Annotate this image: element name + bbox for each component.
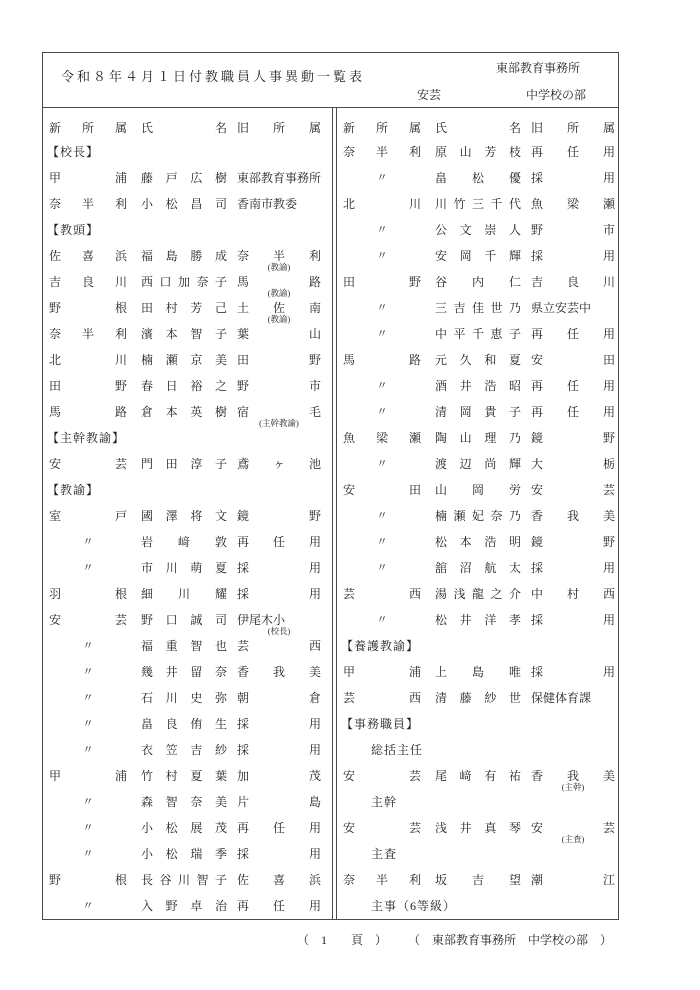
old-assignment xyxy=(237,405,321,428)
old-assignment-text: 宿毛 xyxy=(237,405,321,419)
old-assignment-text: 葉山 xyxy=(237,327,321,341)
position-label-row xyxy=(337,738,618,764)
ditto-mark: 〃 xyxy=(82,640,94,652)
old-assignment xyxy=(237,691,321,705)
ditto-mark: 〃 xyxy=(376,380,388,392)
section-heading-row xyxy=(43,218,332,244)
old-assignment-note: (教諭) xyxy=(267,314,291,324)
table-row xyxy=(43,270,332,296)
person-name: 楠瀬妃奈乃 xyxy=(435,509,521,523)
old-assignment-text: 土佐南 xyxy=(237,301,321,315)
old-assignment-text: 馬路 xyxy=(237,275,321,289)
left-rows-container xyxy=(43,140,332,920)
table-row xyxy=(337,270,618,296)
person-name: 田村芳己 xyxy=(141,301,227,315)
new-assignment: 芸西 xyxy=(343,587,421,601)
old-assignment-text: 再任用 xyxy=(531,327,615,341)
new-assignment: 野根 xyxy=(49,873,127,887)
section-heading-row xyxy=(337,712,618,738)
old-assignment xyxy=(237,509,321,523)
person-name: 福島勝成 xyxy=(141,249,227,263)
position-label: 主事（6等級） xyxy=(371,899,457,913)
table-row xyxy=(43,582,332,608)
old-assignment xyxy=(531,509,615,523)
footer-page-number: （ 1 頁 ） xyxy=(297,933,388,947)
person-name: 公文崇人 xyxy=(435,223,521,237)
table-row xyxy=(337,322,618,348)
table-row xyxy=(43,322,332,348)
old-assignment-note: (教諭) xyxy=(267,288,291,298)
old-assignment-text: 奈半利 xyxy=(237,249,321,263)
table-row xyxy=(43,608,332,634)
table-row xyxy=(43,764,332,790)
ditto-mark: 〃 xyxy=(376,172,388,184)
ditto-mark: 〃 xyxy=(82,666,94,678)
old-assignment-text: 潮江 xyxy=(531,873,615,887)
table-row xyxy=(43,556,332,582)
old-assignment-text: 採用 xyxy=(237,847,321,861)
header-person-name: 氏名 xyxy=(435,120,521,135)
table-row xyxy=(43,634,332,660)
ditto-mark: 〃 xyxy=(82,744,94,756)
person-name: 濱本智子 xyxy=(141,327,227,341)
old-assignment xyxy=(237,457,321,471)
person-name: 舘沼航太 xyxy=(435,561,521,575)
person-name: 川竹三千代 xyxy=(435,197,521,211)
old-assignment xyxy=(531,353,615,367)
new-assignment: 北川 xyxy=(49,353,127,367)
old-assignment xyxy=(531,561,615,575)
table-row xyxy=(43,738,332,764)
ditto-mark: 〃 xyxy=(376,562,388,574)
person-name: 松井洋孝 xyxy=(435,613,521,627)
old-assignment xyxy=(237,717,321,731)
old-assignment xyxy=(237,613,321,636)
new-assignment: 佐喜浜 xyxy=(49,249,127,263)
table-row xyxy=(337,504,618,530)
section-heading-row xyxy=(43,426,332,452)
ditto-mark: 〃 xyxy=(82,900,94,912)
old-assignment xyxy=(531,873,615,887)
position-label-row xyxy=(337,790,618,816)
person-name: 山岡労 xyxy=(435,483,521,497)
old-assignment-text: 魚梁瀬 xyxy=(531,197,615,211)
position-label: 主査 xyxy=(371,847,398,861)
new-assignment: 羽根 xyxy=(49,587,127,601)
person-name: 上島唯 xyxy=(435,665,521,679)
person-name: 坂吉望 xyxy=(435,873,521,887)
table-row xyxy=(337,166,618,192)
table-row xyxy=(337,426,618,452)
person-name: 小松瑞季 xyxy=(141,847,227,861)
new-assignment: 北川 xyxy=(343,197,421,211)
person-name: 原山芳枝 xyxy=(435,145,521,159)
ditto-mark: 〃 xyxy=(82,692,94,704)
new-assignment: 田野 xyxy=(343,275,421,289)
ditto-mark: 〃 xyxy=(376,458,388,470)
table-row xyxy=(43,400,332,426)
old-assignment-text: 保健体育課 xyxy=(531,691,592,705)
old-assignment-text: 採用 xyxy=(237,561,321,575)
old-assignment xyxy=(237,561,321,575)
new-assignment: 甲浦 xyxy=(343,665,421,679)
person-name: 湯浅龍之介 xyxy=(435,587,521,601)
table-row xyxy=(43,868,332,894)
ditto-mark: 〃 xyxy=(376,536,388,548)
header-new-assignment: 新所属 xyxy=(49,120,127,135)
old-assignment xyxy=(237,535,321,549)
column-header-row xyxy=(337,114,618,140)
header-old-assignment: 旧所属 xyxy=(531,120,615,135)
footer-office-label: （ 東部教育事務所 中学校の部 ） xyxy=(408,933,613,947)
table-row xyxy=(337,244,618,270)
old-assignment xyxy=(531,171,615,185)
old-assignment-text: 片島 xyxy=(237,795,321,809)
old-assignment-text: 再任用 xyxy=(237,535,321,549)
person-name: 長谷川智子 xyxy=(141,873,227,887)
old-assignment xyxy=(237,639,321,653)
old-assignment xyxy=(237,197,321,211)
table-row xyxy=(43,348,332,374)
person-name: 酒井浩昭 xyxy=(435,379,521,393)
table-row xyxy=(43,816,332,842)
person-name: 西口加奈子 xyxy=(141,275,227,289)
person-name: 渡辺尚輝 xyxy=(435,457,521,471)
new-assignment: 奈半利 xyxy=(49,327,127,341)
new-assignment: 馬路 xyxy=(49,405,127,419)
old-assignment-text: 安芸 xyxy=(531,821,615,835)
table-row xyxy=(43,712,332,738)
table-row xyxy=(43,894,332,920)
ditto-mark: 〃 xyxy=(82,562,94,574)
old-assignment xyxy=(531,301,615,315)
section-heading-row xyxy=(43,478,332,504)
section-heading: 【養護教諭】 xyxy=(341,639,420,653)
old-assignment xyxy=(531,457,615,471)
old-assignment-text: 安田 xyxy=(531,353,615,367)
old-assignment xyxy=(237,795,321,809)
table-row xyxy=(43,660,332,686)
table-row xyxy=(337,192,618,218)
header-old-assignment: 旧所属 xyxy=(237,120,321,135)
left-column xyxy=(43,108,333,920)
table-row xyxy=(337,582,618,608)
office-name: 東部教育事務所 xyxy=(496,61,581,75)
old-assignment xyxy=(237,379,321,393)
old-assignment xyxy=(237,743,321,757)
old-assignment-text: 採用 xyxy=(531,171,615,185)
old-assignment xyxy=(531,405,615,419)
old-assignment-note: (主幹教諭) xyxy=(259,418,299,428)
right-rows-container xyxy=(337,140,618,920)
person-name: 福重智也 xyxy=(141,639,227,653)
old-assignment-text: 佐喜浜 xyxy=(237,873,321,887)
old-assignment xyxy=(531,587,615,601)
old-assignment-text: 加茂 xyxy=(237,769,321,783)
old-assignment xyxy=(531,483,615,497)
old-assignment-note: (主査) xyxy=(561,834,585,844)
ditto-mark: 〃 xyxy=(376,510,388,522)
table-row xyxy=(337,608,618,634)
old-assignment-text: 野市 xyxy=(531,223,615,237)
document-title: 令和８年４月１日付教職員人事異動一覧表 xyxy=(61,69,366,84)
old-assignment-text: 田野 xyxy=(237,353,321,367)
old-assignment-text: 再任用 xyxy=(237,899,321,913)
person-name: 谷内仁 xyxy=(435,275,521,289)
table-row xyxy=(43,530,332,556)
document-frame xyxy=(42,52,619,920)
section-heading: 【主幹教諭】 xyxy=(47,431,126,445)
new-assignment: 甲浦 xyxy=(49,769,127,783)
old-assignment-text: 香我美 xyxy=(531,769,615,783)
person-name: 國澤将文 xyxy=(141,509,227,523)
table-row xyxy=(337,686,618,712)
section-heading: 【教諭】 xyxy=(47,483,100,497)
table-row xyxy=(337,556,618,582)
old-assignment xyxy=(531,821,615,844)
old-assignment xyxy=(237,769,321,783)
table-row xyxy=(43,192,332,218)
new-assignment: 奈半利 xyxy=(49,197,127,211)
ditto-mark: 〃 xyxy=(376,406,388,418)
table-row xyxy=(337,140,618,166)
person-name: 岩﨑敦 xyxy=(141,535,227,549)
old-assignment xyxy=(237,275,321,298)
person-name: 衣笠吉紗 xyxy=(141,743,227,757)
old-assignment xyxy=(531,145,615,159)
person-name: 元久和夏 xyxy=(435,353,521,367)
old-assignment-text: 吉良川 xyxy=(531,275,615,289)
table-row xyxy=(43,244,332,270)
old-assignment xyxy=(237,301,321,324)
section-heading-row xyxy=(43,140,332,166)
old-assignment-text: 再任用 xyxy=(531,405,615,419)
old-assignment-note: (教諭) xyxy=(267,262,291,272)
ditto-mark: 〃 xyxy=(376,614,388,626)
new-assignment: 甲浦 xyxy=(49,171,127,185)
person-name: 小松昌司 xyxy=(141,197,227,211)
section-heading: 【教頭】 xyxy=(47,223,100,237)
new-assignment: 奈半利 xyxy=(343,873,421,887)
table-row xyxy=(43,452,332,478)
person-name: 清藤紗世 xyxy=(435,691,521,705)
old-assignment-text: 県立安芸中 xyxy=(531,301,592,315)
right-column xyxy=(336,108,618,920)
person-name: 松本浩明 xyxy=(435,535,521,549)
person-name: 中平千恵子 xyxy=(435,327,521,341)
ditto-mark: 〃 xyxy=(376,224,388,236)
person-name: 倉本英樹 xyxy=(141,405,227,419)
table-row xyxy=(43,842,332,868)
table-row xyxy=(337,296,618,322)
old-assignment xyxy=(237,899,321,913)
old-assignment xyxy=(237,847,321,861)
new-assignment: 安芸 xyxy=(343,769,421,783)
person-name: 安岡千輝 xyxy=(435,249,521,263)
ditto-mark: 〃 xyxy=(376,250,388,262)
table-row xyxy=(337,530,618,556)
person-name: 細川耀 xyxy=(141,587,227,601)
person-name: 畠松優 xyxy=(435,171,521,185)
ditto-mark: 〃 xyxy=(82,718,94,730)
person-name: 市川萌夏 xyxy=(141,561,227,575)
new-assignment: 安芸 xyxy=(49,457,127,471)
old-assignment xyxy=(237,353,321,367)
position-label: 総括主任 xyxy=(371,743,424,757)
person-name: 楠瀬京美 xyxy=(141,353,227,367)
old-assignment-text: 採用 xyxy=(531,665,615,679)
old-assignment xyxy=(237,587,321,601)
table-row xyxy=(337,400,618,426)
old-assignment xyxy=(237,171,321,185)
old-assignment xyxy=(237,873,321,887)
new-assignment: 魚梁瀬 xyxy=(343,431,421,445)
old-assignment-text: 採用 xyxy=(237,743,321,757)
department-label: 中学校の部 xyxy=(526,88,587,102)
old-assignment xyxy=(531,691,615,705)
new-assignment: 吉良川 xyxy=(49,275,127,289)
old-assignment-note: (主幹) xyxy=(561,782,585,792)
person-name: 三吉佳世乃 xyxy=(435,301,521,315)
old-assignment-text: 野市 xyxy=(237,379,321,393)
old-assignment-text: 再任用 xyxy=(531,145,615,159)
table-row xyxy=(43,166,332,192)
old-assignment-text: 再任用 xyxy=(531,379,615,393)
table-row xyxy=(337,764,618,790)
person-name: 野口誠司 xyxy=(141,613,227,627)
position-label: 主幹 xyxy=(371,795,398,809)
table-row xyxy=(337,868,618,894)
new-assignment: 馬路 xyxy=(343,353,421,367)
table-row xyxy=(43,374,332,400)
old-assignment-text: 伊尾木小 xyxy=(237,613,286,627)
old-assignment-text: 再任用 xyxy=(237,821,321,835)
old-assignment xyxy=(531,275,615,289)
old-assignment xyxy=(531,535,615,549)
column-header-row xyxy=(43,114,332,140)
old-assignment xyxy=(531,431,615,445)
person-name: 森智奈美 xyxy=(141,795,227,809)
old-assignment-text: 採用 xyxy=(237,717,321,731)
person-name: 春日裕之 xyxy=(141,379,227,393)
old-assignment xyxy=(237,249,321,272)
table-row xyxy=(337,816,618,842)
old-assignment-text: 採用 xyxy=(237,587,321,601)
person-name: 陶山理乃 xyxy=(435,431,521,445)
ditto-mark: 〃 xyxy=(82,796,94,808)
old-assignment xyxy=(531,223,615,237)
table-row xyxy=(337,218,618,244)
table-row xyxy=(43,504,332,530)
header-new-assignment: 新所属 xyxy=(343,120,421,135)
person-name: 竹村夏葉 xyxy=(141,769,227,783)
old-assignment xyxy=(237,821,321,835)
old-assignment-text: 鏡野 xyxy=(531,431,615,445)
person-name: 小松展茂 xyxy=(141,821,227,835)
section-heading: 【校長】 xyxy=(47,145,100,159)
old-assignment-text: 東部教育事務所 xyxy=(237,171,322,185)
old-assignment xyxy=(531,613,615,627)
ditto-mark: 〃 xyxy=(82,848,94,860)
ditto-mark: 〃 xyxy=(82,536,94,548)
old-assignment-text: 鏡野 xyxy=(531,535,615,549)
old-assignment-text: 大栃 xyxy=(531,457,615,471)
old-assignment-text: 中村西 xyxy=(531,587,615,601)
old-assignment xyxy=(531,769,615,792)
ditto-mark: 〃 xyxy=(376,328,388,340)
old-assignment xyxy=(531,197,615,211)
old-assignment-text: 採用 xyxy=(531,613,615,627)
new-assignment: 安芸 xyxy=(49,613,127,627)
section-heading-row xyxy=(337,634,618,660)
old-assignment-note: (校長) xyxy=(267,626,291,636)
new-assignment: 安田 xyxy=(343,483,421,497)
old-assignment-text: 鳶ヶ池 xyxy=(237,457,321,471)
new-assignment: 奈半利 xyxy=(343,145,421,159)
section-heading: 【事務職員】 xyxy=(341,717,420,731)
region-label: 安芸 xyxy=(417,88,442,102)
table-columns xyxy=(43,108,618,920)
table-row xyxy=(43,790,332,816)
position-label-row xyxy=(337,894,618,920)
person-name: 清岡貴子 xyxy=(435,405,521,419)
old-assignment-text: 採用 xyxy=(531,249,615,263)
person-name: 浅井真琴 xyxy=(435,821,521,835)
person-name: 藤戸広樹 xyxy=(141,171,227,185)
old-assignment xyxy=(531,665,615,679)
old-assignment xyxy=(531,249,615,263)
ditto-mark: 〃 xyxy=(376,302,388,314)
table-row xyxy=(337,660,618,686)
old-assignment-text: 香我美 xyxy=(531,509,615,523)
old-assignment-text: 朝倉 xyxy=(237,691,321,705)
old-assignment xyxy=(237,327,321,341)
person-name: 石川史弥 xyxy=(141,691,227,705)
table-row xyxy=(337,374,618,400)
person-name: 尾﨑有祐 xyxy=(435,769,521,783)
old-assignment-text: 芸西 xyxy=(237,639,321,653)
document-header xyxy=(43,53,618,108)
new-assignment: 田野 xyxy=(49,379,127,393)
table-row xyxy=(337,348,618,374)
ditto-mark: 〃 xyxy=(82,822,94,834)
person-name: 幾井留奈 xyxy=(141,665,227,679)
table-row xyxy=(337,478,618,504)
position-label-row xyxy=(337,842,618,868)
old-assignment xyxy=(531,327,615,341)
new-assignment: 芸西 xyxy=(343,691,421,705)
old-assignment-text: 香我美 xyxy=(237,665,321,679)
table-row xyxy=(43,686,332,712)
table-row xyxy=(337,452,618,478)
new-assignment: 安芸 xyxy=(343,821,421,835)
old-assignment xyxy=(531,379,615,393)
old-assignment xyxy=(237,665,321,679)
table-row xyxy=(43,296,332,322)
header-person-name: 氏名 xyxy=(141,120,227,135)
old-assignment-text: 鏡野 xyxy=(237,509,321,523)
person-name: 畠良侑生 xyxy=(141,717,227,731)
person-name: 門田淳子 xyxy=(141,457,227,471)
new-assignment: 野根 xyxy=(49,301,127,315)
person-name: 入野卓治 xyxy=(141,899,227,913)
old-assignment-text: 香南市教委 xyxy=(237,197,298,211)
old-assignment-text: 安芸 xyxy=(531,483,615,497)
old-assignment-text: 採用 xyxy=(531,561,615,575)
new-assignment: 室戸 xyxy=(49,509,127,523)
